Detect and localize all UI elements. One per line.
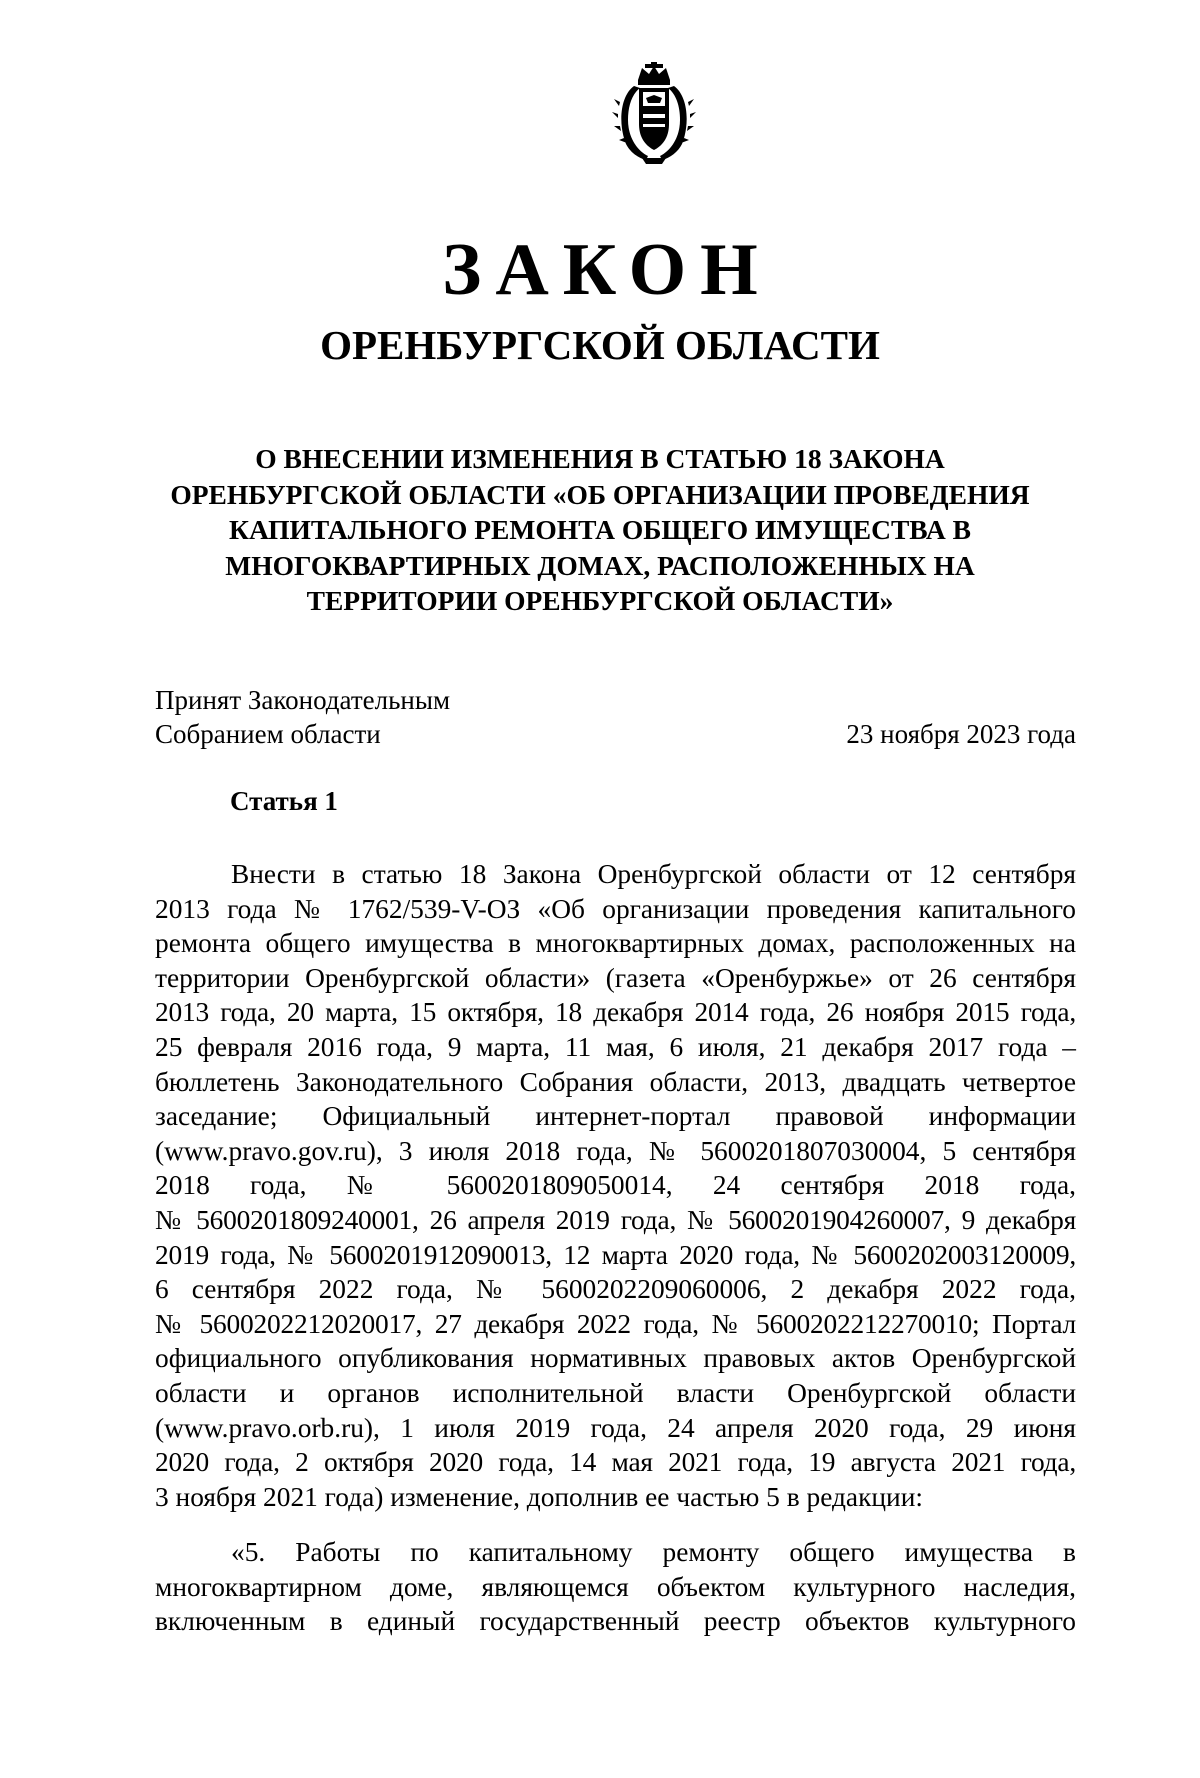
law-region: ОРЕНБУРГСКОЙ ОБЛАСТИ <box>320 322 880 368</box>
paragraph-line: включенным в единый государственный реестр объектов культурного <box>155 1606 1076 1637</box>
paragraph-line: 2019 года, № 5600201912090013, 12 марта 2020 года, № 5600202003120009, <box>155 1239 1076 1270</box>
article-paragraph-1 <box>155 857 1076 1514</box>
paragraph-line: бюллетень Законодательного Собрания области, 2013, двадцать четвертое <box>155 1066 1076 1097</box>
paragraph-line: 2013 года № 1762/539-V-ОЗ «Об организации проведения капитального <box>155 893 1076 924</box>
adoption-line: Принят Законодательным <box>155 685 451 715</box>
paragraph-line: официального опубликования нормативных правовых актов Оренбургской <box>155 1343 1076 1374</box>
subject-line: КАПИТАЛЬНОГО РЕМОНТА ОБЩЕГО ИМУЩЕСТВА В <box>229 514 971 545</box>
paragraph-line: 2020 года, 2 октября 2020 года, 14 мая 2021 года, 19 августа 2021 года, <box>155 1447 1076 1478</box>
paragraph-line: 2018 года, № 5600201809050014, 24 сентября 2018 года, <box>155 1170 1076 1201</box>
paragraph-line: № 5600201809240001, 26 апреля 2019 года, № 5600201904260007, 9 декабря <box>155 1204 1076 1235</box>
paragraph-line: 3 ноября 2021 года) изменение, дополнив ее частью 5 в редакции: <box>155 1481 923 1512</box>
paragraph-line: 25 февраля 2016 года, 9 марта, 11 мая, 6 июля, 21 декабря 2017 года – <box>155 1031 1076 1062</box>
paragraph-line: территории Оренбургской области» (газета «Оренбуржье» от 26 сентября <box>155 962 1076 993</box>
paragraph-line: № 5600202212020017, 27 декабря 2022 года, № 5600202212270010; Портал <box>155 1308 1076 1339</box>
subject-line: ТЕРРИТОРИИ ОРЕНБУРГСКОЙ ОБЛАСТИ» <box>306 585 894 616</box>
law-subject <box>150 441 1050 619</box>
coat-of-arms-icon <box>612 62 696 166</box>
paragraph-line: заседание; Официальный интернет-портал правовой информации <box>155 1101 1076 1132</box>
adoption-statement <box>155 683 450 751</box>
law-title: ЗАКОН <box>442 229 772 311</box>
article-paragraph-2 <box>155 1535 1076 1639</box>
paragraph-line: Внести в статью 18 Закона Оренбургской области от 12 сентября <box>231 859 1076 889</box>
adoption-line: Собранием области <box>155 719 381 749</box>
paragraph-line: (www.pravo.gov.ru), 3 июля 2018 года, № 5600201807030004, 5 сентября <box>155 1135 1076 1166</box>
paragraph-line: «5. Работы по капитальному ремонту общего имущества в <box>231 1537 1076 1567</box>
paragraph-line: многоквартирном доме, являющемся объектом культурного наследия, <box>155 1571 1076 1602</box>
article-heading: Статья 1 <box>230 786 338 816</box>
paragraph-line: области и органов исполнительной власти Оренбургской области <box>155 1377 1076 1408</box>
adoption-date: 23 ноября 2023 года <box>846 719 1076 749</box>
subject-line: ОРЕНБУРГСКОЙ ОБЛАСТИ «ОБ ОРГАНИЗАЦИИ ПРОВЕДЕНИЯ <box>170 478 1030 510</box>
paragraph-line: ремонта общего имущества в многоквартирных домах, расположенных на <box>155 928 1076 959</box>
subject-line: О ВНЕСЕНИИ ИЗМЕНЕНИЯ В СТАТЬЮ 18 ЗАКОНА <box>255 443 945 474</box>
paragraph-line: 2013 года, 20 марта, 15 октября, 18 декабря 2014 года, 26 ноября 2015 года, <box>155 997 1076 1028</box>
subject-line: МНОГОКВАРТИРНЫХ ДОМАХ, РАСПОЛОЖЕННЫХ НА <box>225 549 975 581</box>
paragraph-line: 6 сентября 2022 года, № 5600202209060006, 2 декабря 2022 года, <box>155 1274 1076 1305</box>
paragraph-line: (www.pravo.orb.ru), 1 июля 2019 года, 24 апреля 2020 года, 29 июня <box>155 1412 1076 1443</box>
